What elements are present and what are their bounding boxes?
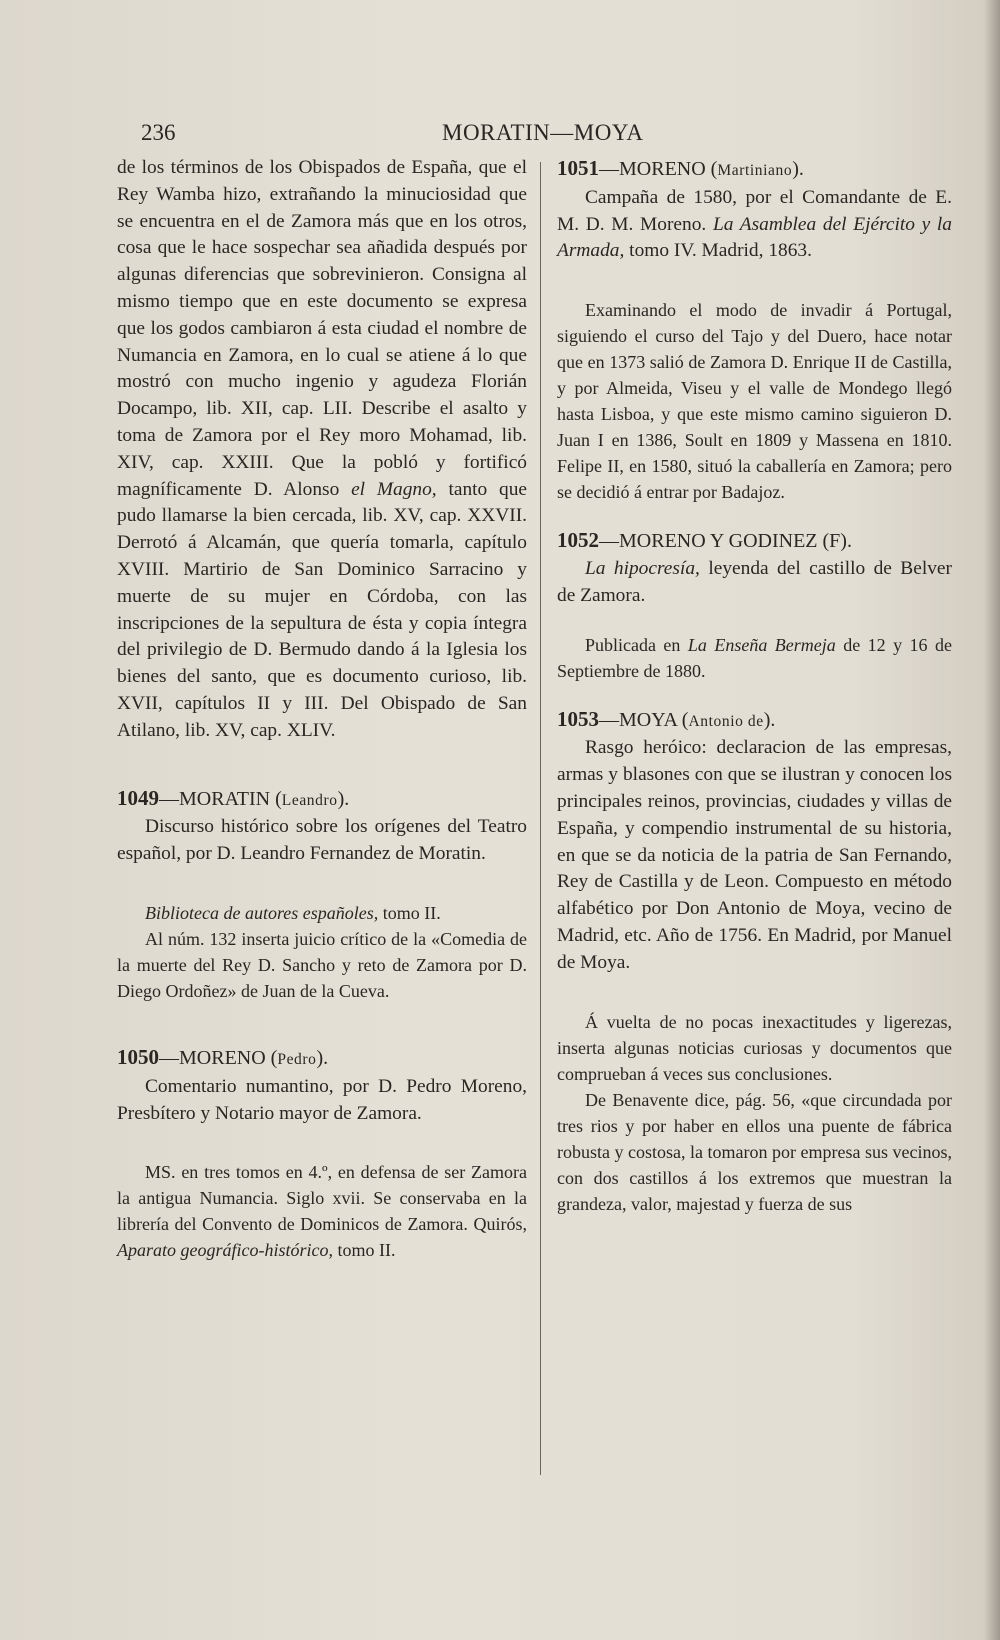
entry-author: MORENO Y GODINEZ (F). <box>619 530 852 553</box>
entry-number: 1053 <box>557 706 599 731</box>
entry-title: Comentario numantino, por D. Pedro Moreno, Presbítero y Notario mayor de Zamora. <box>117 1075 527 1124</box>
italic-epithet: el Magno, <box>351 478 437 500</box>
continued-paragraph: de los términos de los Obispados de España, que el Rey Wamba hizo, extrañando la minuciosidad que se encuentra en el de Zamora más que en los otros, cosa que le hace sospechar sea añadida después por algunas diferencias que sobrevinieron. Consigna al mismo tiempo que en este documento se expresa que los godos cambiaron á esta ciudad el nombre de Numancia en Zamora, en lo cual se atiene á lo que mostró con mucho ingenio y agudeza Florián Docampo, lib. XII, cap. LII. Describe el asalto y toma de Zamora por el Rey moro Mohamad, lib. XIV, cap. XXIII. Que la pobló y fortificó magníficamente D. Alonso el Magno, tanto que pudo llamarse la bien cercada, lib. XV, cap. XXVII. Derrotó á Alcamán, que quería tomarla, capítulo XVIII. Martirio de San Dominico Sarracino y muerte de su mujer en Córdoba, con las inscripciones de la sepultura de ésta y copia íntegra del privilegio de D. Bermudo dando á la Iglesia los bienes del santo, que es documento curioso, lib. XVII, capítulos II y III. Del Obispado de San Atilano, lib. XV, cap. XLIV. <box>117 157 528 741</box>
entry-note: Publicada en La Enseña Bermeja de 12 y 16 de Septiembre de 1880. <box>557 634 952 681</box>
entry-title: Rasgo heróico: declaracion de las empresas, armas y blasones con que se ilustran y conocen los principales reinos, provincias, ciudades y villas de España, y compendio instrumental de su historia, en que se da noticia de la patria de San Fernando, Rey de Castilla y de Leon. Compuesto en método alfabético por Don Antonio de Moya, vecino de Madrid, etc. Año de 1756. En Madrid, por Manuel de Moya. <box>557 737 952 973</box>
entry-number: 1050 <box>117 1044 159 1069</box>
entry-number: 1051 <box>557 156 599 180</box>
entry-heading: 1051—MORENO (Martiniano). <box>557 156 804 180</box>
entry-note: Al núm. 132 inserta juicio crítico de la «Comedia de la muerte del Rey D. Sancho y reto de Zamora por D. Diego Ordoñez» de Juan de la Cueva. <box>117 928 527 1001</box>
running-head: MORATIN—MOYA <box>442 120 644 145</box>
page-header <box>0 120 1000 150</box>
entry-author: MOYA ( <box>619 708 689 731</box>
entry-heading: 1049—MORATIN (Leandro). <box>117 785 350 810</box>
entry-note: Examinando el modo de invadir á Portugal, siguiendo el curso del Tajo y del Duero, hace notar que en 1373 salió de Zamora D. Enrique II de Castilla, y por Almeida, Viseu y el valle de Mondego llegó hasta Lisboa, y que este mismo camino siguieron D. Juan I en 1386, Soult en 1809 y Massena en 1810. Felipe II, en 1580, situó la caballería en Zamora; pero se decidió á entrar por Badajoz. <box>557 300 952 503</box>
entry-author: MORENO ( <box>619 158 718 180</box>
entry-1050 <box>117 1044 527 1263</box>
entry-heading: 1050—MORENO (Pedro). <box>117 1044 329 1069</box>
entry-note: De Benavente dice, pág. 56, «que circundada por tres rios y por haber en ellos una puente de fábrica robusta y costosa, la tomaron por empresa sus vecinos, con dos castillos á los extremos que muestran la grandeza, valor, majestad y fuerza de sus <box>557 1089 952 1214</box>
column-rule <box>540 162 541 1475</box>
entry-title: La hipocresía, leyenda del castillo de Belver de Zamora. <box>557 557 952 606</box>
right-column <box>557 155 952 1217</box>
entry-number: 1049 <box>117 785 159 810</box>
entry-heading: 1053—MOYA (Antonio de). <box>557 706 776 731</box>
left-column <box>117 155 527 1263</box>
entry-title: Discurso histórico sobre los orígenes del Teatro español, por D. Leandro Fernandez de Moratin. <box>117 816 527 865</box>
entry-title: Campaña de 1580, por el Comandante de E. M. D. M. Moreno. La Asamblea del Ejército y la Armada, tomo IV. Madrid, 1863. <box>557 186 952 262</box>
entry-1049 <box>117 785 527 1004</box>
entry-heading: 1052—MORENO Y GODINEZ (F). <box>557 528 852 553</box>
page-edge-shadow <box>984 0 1000 1640</box>
entry-1052 <box>557 527 952 683</box>
entry-number: 1052 <box>557 528 599 553</box>
entry-author: MORATIN ( <box>179 787 282 810</box>
entry-note: MS. en tres tomos en 4.º, en defensa de ser Zamora la antigua Numancia. Siglo xvii. Se conservaba en la librería del Convento de Dominicos de Zamora. Quirós, Aparato geográfico-histórico, tomo II. <box>117 1162 527 1261</box>
entry-note: Biblioteca de autores españoles, tomo II. <box>145 902 441 923</box>
entry-1053 <box>557 706 952 1217</box>
entry-note: Á vuelta de no pocas inexactitudes y ligerezas, inserta algunas noticias curiosas y documentos que comprueban á veces sus conclusiones. <box>557 1011 952 1084</box>
page-number: 236 <box>141 120 176 145</box>
entry-author: MORENO ( <box>179 1046 278 1069</box>
entry-1051 <box>557 155 952 505</box>
